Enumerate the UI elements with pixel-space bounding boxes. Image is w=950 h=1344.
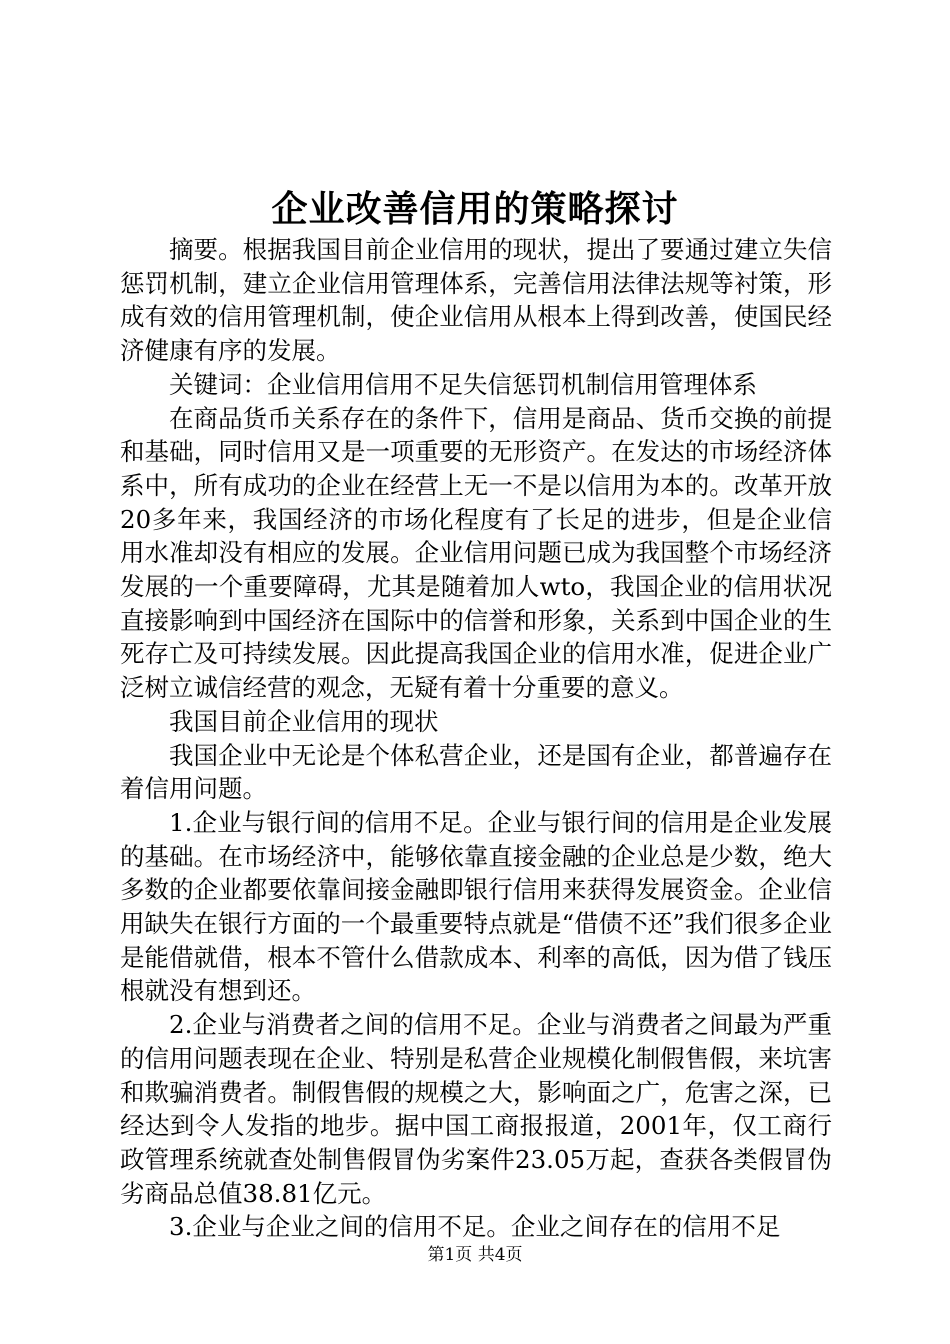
point-2-paragraph: 2.企业与消费者之间的信用不足。企业与消费者之间最为严重的信用问题表现在企业、特别是私营企业规模化制假售假，来坑害和欺骗消费者。制假售假的规模之大，影响面之广，危害之深，已经达到令人发指的地步。据中国工商报报道，2001年，仅工商行政管理系统就查处制售假冒伪劣案件23.05万起，查获各类假冒伪劣商品总值38.81亿元。 [120, 1010, 832, 1208]
section-intro-paragraph: 我国企业中无论是个体私营企业，还是国有企业，都普遍存在着信用问题。 [120, 740, 832, 804]
keywords-paragraph: 关键词：企业信用信用不足失信惩罚机制信用管理体系 [169, 369, 757, 399]
page-number-footer: 第1页 共4页 [427, 1245, 523, 1265]
document-body [120, 233, 832, 1244]
section-heading: 我国目前企业信用的现状 [169, 706, 439, 736]
document-title: 企业改善信用的策略探讨 [271, 188, 679, 230]
intro-paragraph: 在商品货币关系存在的条件下，信用是商品、货币交换的前提和基础，同时信用又是一项重要的无形资产。在发达的市场经济体系中，所有成功的企业在经营上无一不是以信用为本的。改革开放20多年来，我国经济的市场化程度有了长足的进步，但是企业信用水准却没有相应的发展。企业信用问题已成为我国整个市场经济发展的一个重要障碍，尤其是随着加人wto，我国企业的信用状况直接影响到中国经济在国际中的信誉和形象，关系到中国企业的生死存亡及可持续发展。因此提高我国企业的信用水准，促进企业广泛树立诚信经营的观念，无疑有着十分重要的意义。 [120, 403, 832, 703]
point-3-paragraph: 3.企业与企业之间的信用不足。企业之间存在的信用不足 [169, 1212, 781, 1242]
abstract-paragraph: 摘要。根据我国目前企业信用的现状，提出了要通过建立失信惩罚机制，建立企业信用管理体系，完善信用法律法规等衬策，形成有效的信用管理机制，使企业信用从根本上得到改善，使国民经济健康有序的发展。 [120, 235, 832, 366]
point-1-paragraph: 1.企业与银行间的信用不足。企业与银行间的信用是企业发展的基础。在市场经济中，能够依靠直接金融的企业总是少数，绝大多数的企业都要依靠间接金融即银行信用来获得发展资金。企业信用缺失在银行方面的一个最重要特点就是“借债不还”我们很多企业是能借就借，根本不管什么借款成本、利率的高低，因为借了钱压根就没有想到还。 [120, 807, 832, 1006]
